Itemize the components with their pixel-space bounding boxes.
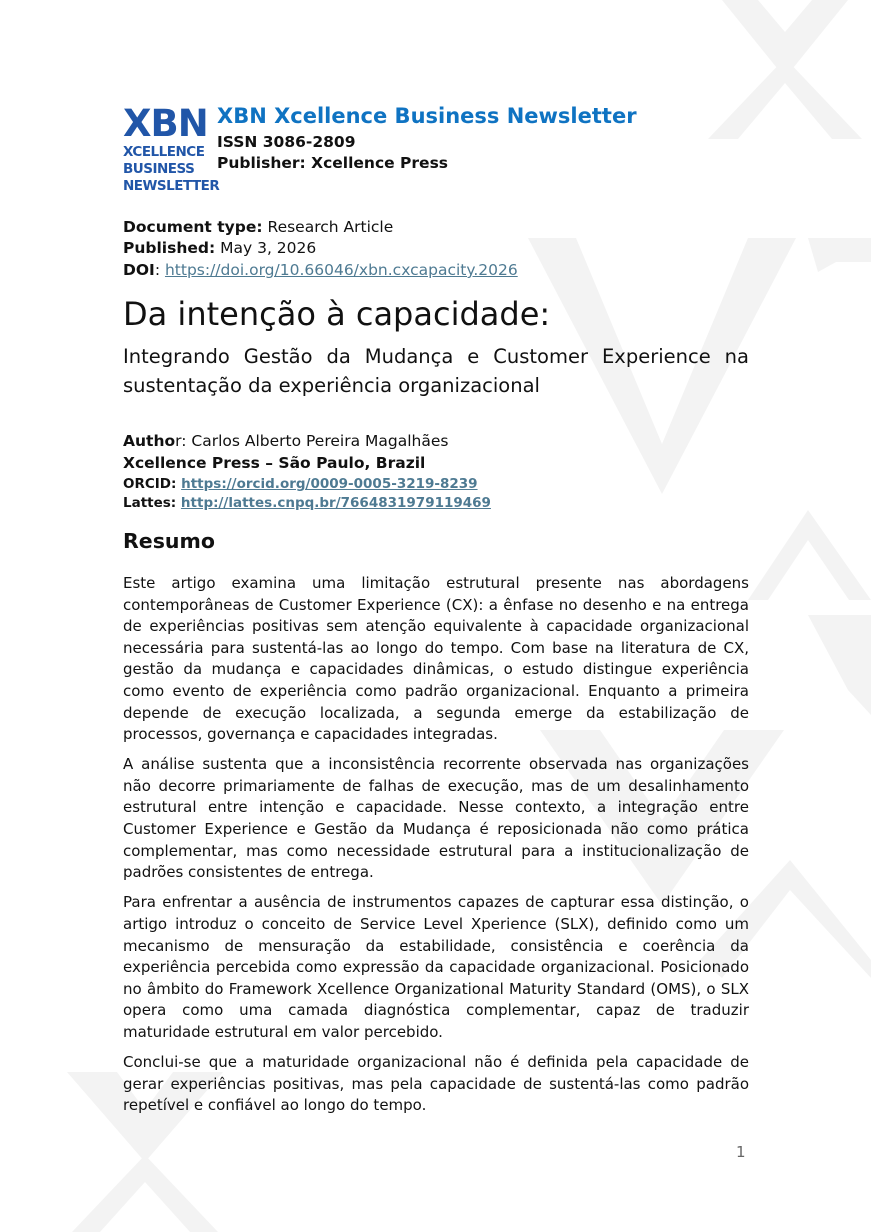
abstract-paragraph: Para enfrentar a ausência de instrumentos capazes de capturar essa distinção, o artigo introduz o conceito de Service Level Xperience (SLX), definido como um mecanismo de mensuração da estabilidade, consistência e coerência da experiência percebida como expressão da capacidade organizacional. Posicionado no âmbito do Framework Xcellence Organizational Maturity Standard (OMS), o SLX opera como uma camada diagnóstica complementar, capaz de traduzir maturidade estrutural em valor percebido. [123, 893, 749, 1041]
page-number: 1 [736, 1143, 746, 1161]
lattes-label: Lattes: [123, 495, 181, 511]
doi-separator: : [154, 261, 165, 279]
published-value: May 3, 2026 [215, 239, 317, 257]
abstract-paragraph: Conclui-se que a maturidade organizacional não é definida pela capacidade de gerar experiências positivas, mas pela capacidade de sustentá-las como padrão repetível e confiável ao longo do tempo. [123, 1052, 749, 1115]
document-type-value: Research Article [262, 218, 394, 236]
author-name: r: Carlos Alberto Pereira Magalhães [175, 432, 449, 450]
journal-header [123, 104, 763, 200]
abstract-heading: Resumo [123, 529, 215, 553]
orcid-line [123, 474, 763, 494]
abstract-paragraph: A análise sustenta que a inconsistência recorrente observada nas organizações não decorre primariamente de falhas de execução, mas de um desalinhamento estrutural entre intenção e capacidade. Nesse contexto, a integração entre Customer Experience e Gestão da Mudança é reposicionada não como prática complementar, mas como necessidade estrutural para a institucionalização de padrões consistentes de entrega. [123, 755, 749, 882]
author-label: Autho [123, 432, 176, 450]
doi [123, 260, 763, 281]
published-date [123, 238, 763, 259]
document-type [123, 217, 763, 238]
orcid-label: ORCID: [123, 476, 182, 492]
article-subtitle: Integrando Gestão da Mudança e Customer Experience na sustentação da experiência organizacional [123, 345, 749, 397]
doi-link[interactable]: https://doi.org/10.66046/xbn.cxcapacity.2026 [164, 261, 518, 279]
doi-label: DOI [123, 261, 155, 279]
logo-line-newsletter: NEWSLETTER [123, 178, 220, 194]
xbn-logo [123, 102, 220, 196]
article-title: Da intenção à capacidade: [123, 295, 551, 333]
abstract-paragraph: Este artigo examina uma limitação estrutural presente nas abordagens contemporâneas de Customer Experience (CX): a ênfase no desenho e na entrega de experiências positivas sem atenção equivalente à capacidade organizacional necessária para sustentá-las ao longo do tempo. Com base na literatura de CX, gestão da mudança e capacidades dinâmicas, o estudo distingue experiência como evento de experiência como padrão organizacional. Enquanto a primeira depende de execução localizada, a segunda emerge da estabilização de processos, governança e capacidades integradas. [123, 574, 749, 744]
abstract-body [123, 573, 749, 1125]
logo-line-business: BUSINESS [123, 161, 195, 177]
document-type-label: Document type: [123, 218, 263, 236]
author-affiliation: Xcellence Press – São Paulo, Brazil [123, 454, 426, 472]
author-line [123, 431, 763, 452]
newsletter-title: XBN Xcellence Business Newsletter [217, 104, 637, 128]
issn: ISSN 3086-2809 [217, 133, 356, 151]
logo-wordmark: XBN [123, 102, 208, 145]
orcid-link[interactable]: https://orcid.org/0009-0005-3219-8239 [181, 476, 478, 492]
publisher: Publisher: Xcellence Press [217, 154, 449, 172]
lattes-line [123, 493, 763, 513]
lattes-link[interactable]: http://lattes.cnpq.br/7664831979119469 [180, 495, 491, 511]
logo-line-xcellence: XCELLENCE [123, 144, 205, 160]
published-label: Published: [123, 239, 216, 257]
